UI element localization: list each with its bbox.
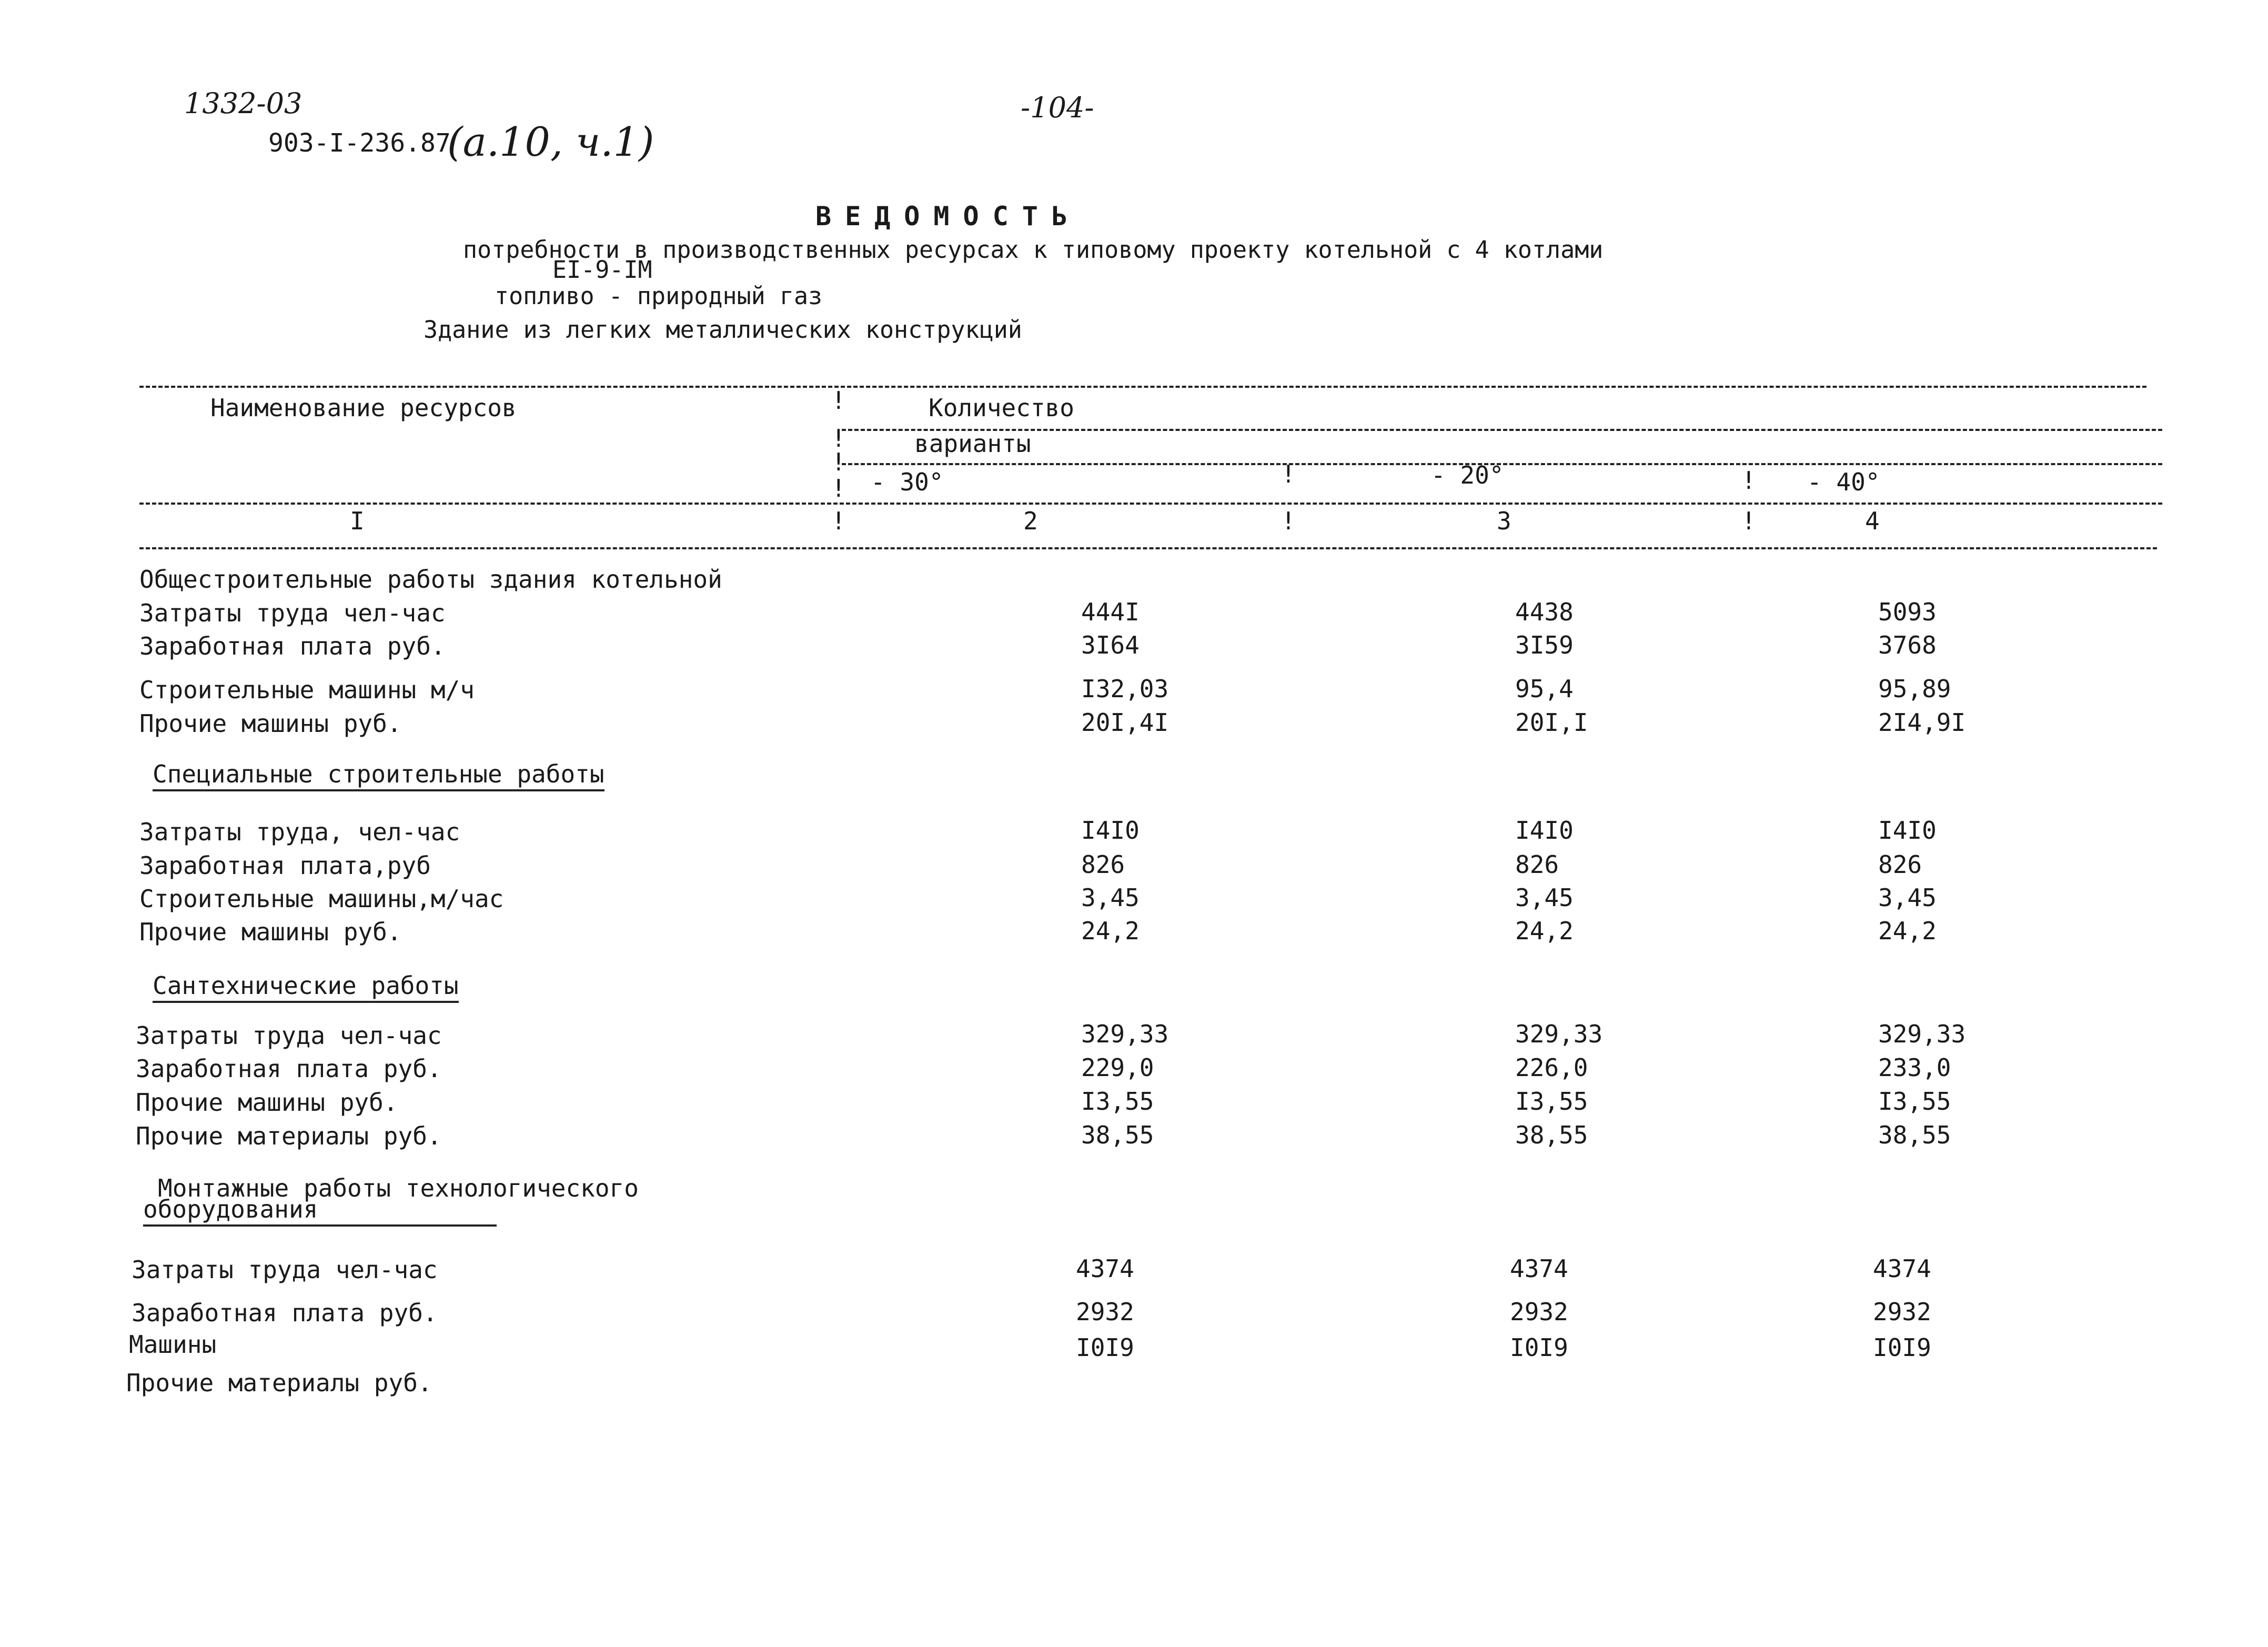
cell-variant-1: I4I0	[1081, 816, 1140, 845]
cell-variant-2: 826	[1515, 850, 1559, 879]
cell-variant-3: 2932	[1873, 1298, 1931, 1326]
cell-variant-2: 2932	[1510, 1298, 1568, 1326]
boiler-model: ЕI-9-IМ	[552, 256, 652, 284]
cell-variant-3: 3,45	[1878, 883, 1937, 912]
cell-variant-1: 826	[1081, 850, 1125, 879]
cell-variant-1: 24,2	[1081, 917, 1140, 945]
cell-variant-3: 329,33	[1878, 1020, 1966, 1048]
document-title: ВЕДОМОСТЬ	[815, 201, 1081, 232]
cell-variant-2: 24,2	[1515, 917, 1574, 945]
cell-variant-2: I0I9	[1510, 1333, 1568, 1362]
row-label: Прочие машины руб.	[139, 709, 402, 738]
column-number-4: 4	[1865, 507, 1880, 535]
cell-variant-2: 20I,I	[1515, 708, 1588, 737]
cell-variant-1: 329,33	[1081, 1020, 1169, 1048]
header-separator: !	[831, 507, 846, 535]
header-separator: !	[1281, 507, 1296, 535]
header-separator: !	[831, 448, 846, 476]
row-label: Заработная плата руб.	[132, 1299, 438, 1327]
row-label: Затраты труда чел-час	[139, 599, 446, 627]
header-rule-top	[139, 386, 2146, 388]
header-separator: !	[831, 386, 846, 415]
cell-variant-2: 226,0	[1515, 1053, 1588, 1082]
cell-variant-2: 3I59	[1515, 631, 1574, 659]
cell-variant-3: 4374	[1873, 1254, 1931, 1283]
document-reference: 903-I-236.87	[268, 128, 451, 158]
row-label: Заработная плата руб.	[139, 632, 446, 660]
cell-variant-1: 3I64	[1081, 631, 1140, 659]
cell-variant-1: I3,55	[1081, 1087, 1154, 1116]
cell-variant-3: 24,2	[1878, 917, 1937, 945]
cell-variant-2: 4374	[1510, 1254, 1568, 1283]
cell-variant-1: I32,03	[1081, 675, 1169, 703]
row-label: Строительные машины м/ч	[139, 676, 475, 704]
cell-variant-3: 2I4,9I	[1878, 708, 1966, 737]
cell-variant-3: 233,0	[1878, 1053, 1951, 1082]
row-label: Машины	[129, 1330, 217, 1359]
cell-variant-2: I4I0	[1515, 816, 1574, 845]
cell-variant-2: 38,55	[1515, 1121, 1588, 1149]
cell-variant-3: 5093	[1878, 598, 1937, 626]
column-number-2: 2	[1023, 507, 1038, 535]
section-title: Общестроительные работы здания котельной	[139, 565, 722, 594]
handwritten-code: 1332-03	[184, 87, 303, 120]
cell-variant-2: 4438	[1515, 598, 1574, 626]
header-separator: !	[1741, 507, 1756, 535]
cell-variant-1: 38,55	[1081, 1121, 1154, 1149]
header-separator: !	[831, 474, 846, 503]
section-title: Специальные строительные работы	[153, 762, 604, 791]
cell-variant-3: I4I0	[1878, 816, 1937, 845]
header-separator: !	[1741, 466, 1756, 495]
fuel-type: топливо - природный газ	[495, 282, 823, 310]
row-label: Заработная плата руб.	[136, 1055, 442, 1083]
row-label: Прочие машины руб.	[136, 1088, 398, 1117]
section-title-continued: оборудования	[143, 1197, 497, 1227]
header-rule-bottom	[139, 547, 2157, 549]
cell-variant-1: 444I	[1081, 598, 1140, 626]
column-number-1: I	[350, 507, 365, 535]
row-label: Затраты труда чел-час	[132, 1256, 438, 1284]
header-rule-quantity	[842, 429, 2162, 431]
page-number: -104-	[1021, 91, 1094, 124]
cell-variant-1: I0I9	[1076, 1333, 1134, 1362]
variant-minus-30: - 30°	[871, 468, 944, 496]
building-type: Здание из легких металлических конструкций	[424, 316, 1022, 344]
section-title: Монтажные работы технологического	[158, 1174, 639, 1202]
section-title: Сантехнические работы	[153, 973, 459, 1003]
column-header-variants: варианты	[914, 429, 1031, 458]
cell-variant-3: I3,55	[1878, 1087, 1951, 1116]
cell-variant-2: 95,4	[1515, 675, 1574, 703]
cell-variant-1: 20I,4I	[1081, 708, 1169, 737]
row-label: Строительные машины,м/час	[139, 885, 504, 913]
cell-variant-3: 95,89	[1878, 675, 1951, 703]
variant-minus-40: - 40°	[1807, 468, 1880, 496]
header-rule-columns	[139, 503, 2162, 505]
cell-variant-1: 3,45	[1081, 883, 1140, 912]
handwritten-reference: (a.10, ч.1)	[447, 118, 654, 165]
header-separator: !	[831, 424, 846, 453]
variant-minus-20: - 20°	[1431, 461, 1504, 489]
row-label: Прочие материалы руб.	[136, 1122, 442, 1150]
cell-variant-3: 3768	[1878, 631, 1937, 659]
column-number-3: 3	[1497, 507, 1511, 535]
cell-variant-3: 38,55	[1878, 1121, 1951, 1149]
cell-variant-3: 826	[1878, 850, 1922, 879]
column-header-resource: Наименование ресурсов	[210, 394, 517, 422]
header-separator: !	[1281, 460, 1296, 488]
row-label: Прочие материалы руб.	[126, 1369, 432, 1397]
row-label: Заработная плата,руб	[139, 851, 431, 880]
cell-variant-3: I0I9	[1873, 1333, 1931, 1362]
row-label: Прочие машины руб.	[139, 918, 402, 946]
cell-variant-2: 329,33	[1515, 1020, 1603, 1048]
row-label: Затраты труда, чел-час	[139, 818, 460, 846]
cell-variant-2: I3,55	[1515, 1087, 1588, 1116]
heading-line-1: потребности в производственных ресурсах к типовому проекту котельной с 4 котлами	[463, 236, 1604, 264]
column-header-quantity: Количество	[929, 394, 1074, 422]
row-label: Затраты труда чел-час	[136, 1021, 442, 1050]
cell-variant-1: 4374	[1076, 1254, 1134, 1283]
cell-variant-2: 3,45	[1515, 883, 1574, 912]
cell-variant-1: 2932	[1076, 1298, 1134, 1326]
cell-variant-1: 229,0	[1081, 1053, 1154, 1082]
